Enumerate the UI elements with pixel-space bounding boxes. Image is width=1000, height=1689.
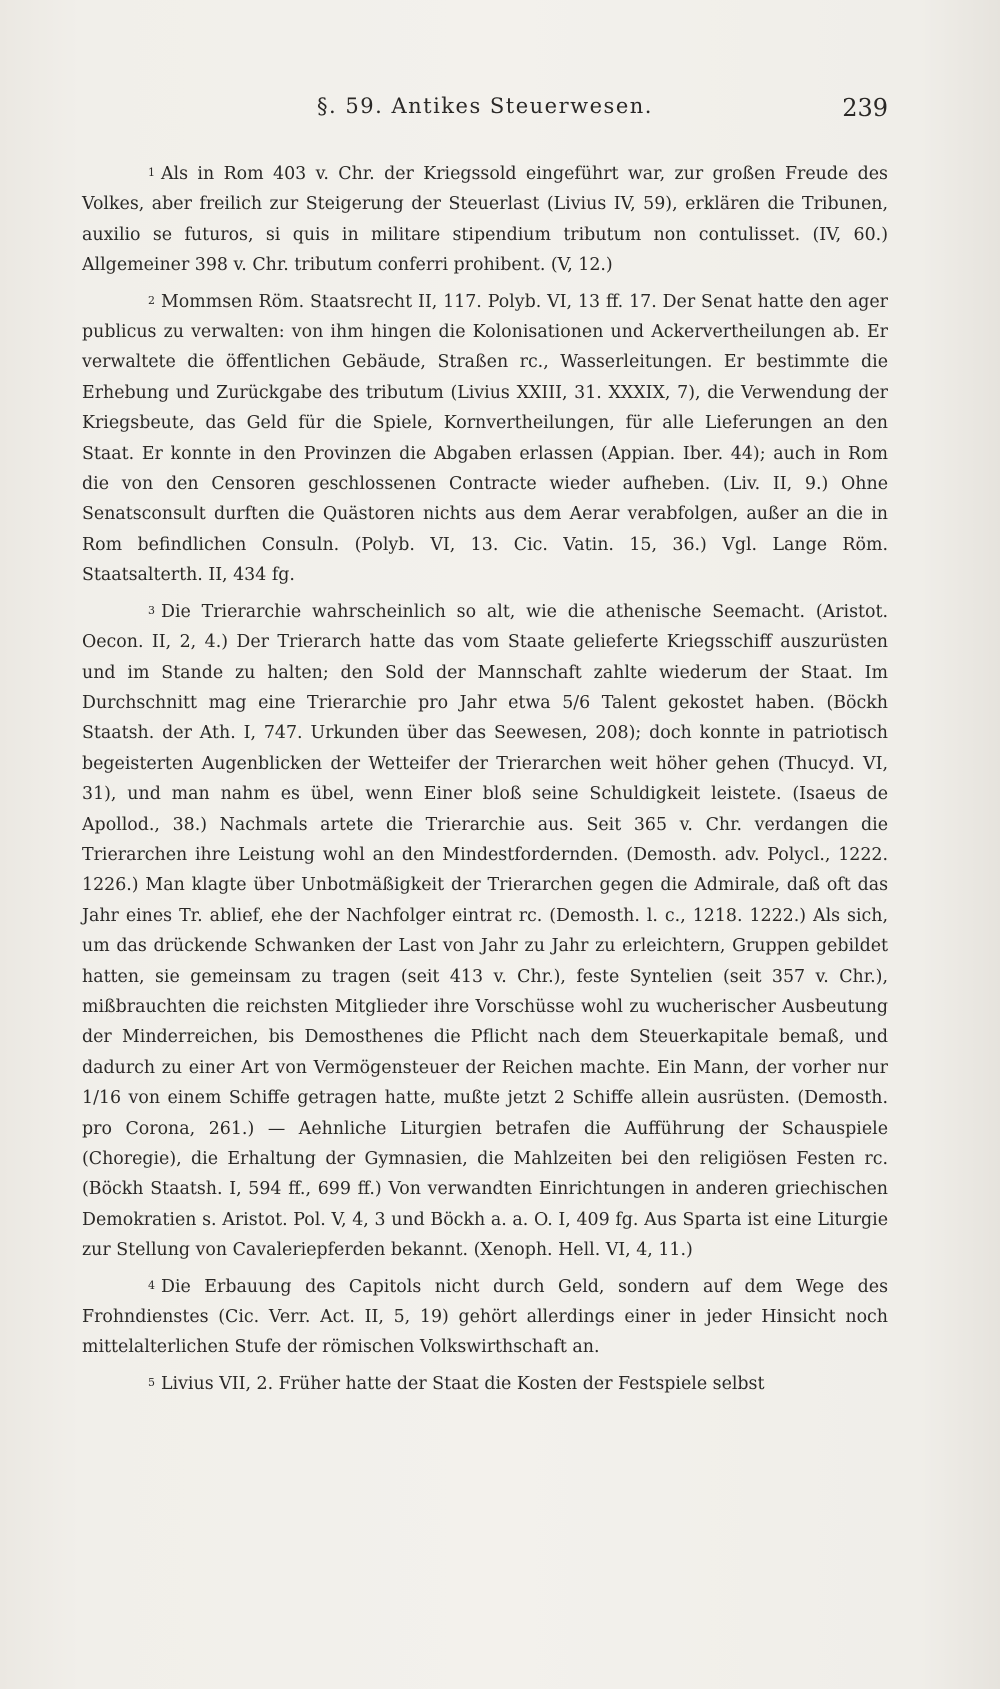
footnote-text: Die Trierarchie wahrscheinlich so alt, wie die athenische Seemacht. (Aristot. Oecon. II, 2, 4.) Der Trierarch hatte das vom Staate gelieferte Kriegsschiff auszurüsten und im Stande zu halten; den Sold der Mannschaft zahlte wiederum der Staat. Im Durchschnitt mag eine Trierarchie pro Jahr etwa 5/6 Talent gekostet haben. (Böckh Staatsh. der Ath. I, 747. Urkunden über das Seewesen, 208); doch konnte in patriotisch begeisterten Augenblicken der Wetteifer der Trierarchen weit höher gehen (Thucyd. VI, 31), und man nahm es übel, wenn Einer bloß seine Schuldigkeit leistete. (Isaeus de Apollod., 38.) Nachmals artete die Trierarchie aus. Seit 365 v. Chr. verdangen die Trierarchen ihre Leistung wohl an den Mindestfordernden. (Demosth. adv. Polycl., 1222. 1226.) Man klagte über Unbotmäßigkeit der Trierarchen gegen die Admirale, daß oft das Jahr eines Tr. ablief, ehe der Nachfolger eintrat rc. (Demosth. l. c., 1218. 1222.) Als sich, um das drückende Schwanken der Last von Jahr zu Jahr zu erleichtern, Gruppen gebildet hatten, sie gemeinsam zu tragen (seit 413 v. Chr.), feste Syntelien (seit 357 v. Chr.), mißbrauchten die reichsten Mitglieder ihre Vorschüsse wohl zu wucherischer Ausbeutung der Minderreichen, bis Demosthenes die Pflicht nach dem Steuerkapitale bemaß, und dadurch zu einer Art von Vermögensteuer der Reichen machte. Ein Mann, der vorher nur 1/16 von einem Schiffe getragen hatte, mußte jetzt 2 Schiffe allein ausrüsten. (Demosth. pro Corona, 261.) — Aehnliche Liturgien betrafen die Aufführung der Schauspiele (Choregie), die Erhaltung der Gymnasien, die Mahlzeiten bei den religiösen Festen rc. (Böckh Staatsh. I, 594 ff., 699 ff.) Von verwandten Einrichtungen in anderen griechischen Demokratien s. Aristot. Pol. V, 4, 3 und Böckh a. a. O. I, 409 fg. Aus Sparta ist eine Liturgie zur Stellung von Cavaleriepferden bekannt. (Xenoph. Hell. VI, 4, 11.): [82, 601, 888, 1261]
footnote-text: Livius VII, 2. Früher hatte der Staat die Kosten der Festspiele selbst: [161, 1373, 765, 1394]
footnote-2: [82, 286, 888, 591]
footnote-marker: 4: [148, 1278, 155, 1292]
footnote-marker: 3: [148, 603, 155, 617]
footnote-3: [82, 596, 888, 1266]
footnote-1: [82, 158, 888, 281]
footnote-4: [82, 1271, 888, 1363]
footnotes: [82, 158, 888, 1404]
footnote-5: [82, 1368, 888, 1399]
running-head: §. 59. Antikes Steuerwesen.: [317, 94, 653, 118]
page-number: 239: [842, 94, 888, 122]
page-header: [82, 94, 888, 128]
footnote-text: Als in Rom 403 v. Chr. der Kriegssold eingeführt war, zur großen Freude des Volkes, aber freilich zur Steigerung der Steuerlast (Livius IV, 59), erklären die Tribunen, auxilio se futuros, si quis in militare stipendium tributum non contulisset. (IV, 60.) Allgemeiner 398 v. Chr. tributum conferri prohibent. (V, 12.): [82, 164, 888, 276]
footnote-text: Mommsen Röm. Staatsrecht II, 117. Polyb. VI, 13 ff. 17. Der Senat hatte den ager publicus zu verwalten: von ihm hingen die Kolonisationen und Ackervertheilungen ab. Er verwaltete die öffentlichen Gebäude, Straßen rc., Wasserleitungen. Er bestimmte die Erhebung und Zurückgabe des tributum (Livius XXIII, 31. XXXIX, 7), die Verwendung der Kriegsbeute, das Geld für die Spiele, Kornvertheilungen, für alle Lieferungen an den Staat. Er konnte in den Provinzen die Abgaben erlassen (Appian. Iber. 44); auch in Rom die von den Censoren geschlossenen Contracte wieder aufheben. (Liv. II, 9.) Ohne Senatsconsult durften die Quästoren nichts aus dem Aerar verabfolgen, außer an die in Rom befindlichen Consuln. (Polyb. VI, 13. Cic. Vatin. 15, 36.) Vgl. Lange Röm. Staatsalterth. II, 434 fg.: [82, 291, 888, 586]
footnote-text: Die Erbauung des Capitols nicht durch Geld, sondern auf dem Wege des Frohndienstes (Cic. Verr. Act. II, 5, 19) gehört allerdings einer in jeder Hinsicht noch mittelalterlichen Stufe der römischen Volkswirthschaft an.: [82, 1276, 888, 1358]
footnote-marker: 2: [148, 293, 155, 307]
footnote-marker: 5: [148, 1375, 155, 1389]
footnote-marker: 1: [148, 166, 155, 179]
